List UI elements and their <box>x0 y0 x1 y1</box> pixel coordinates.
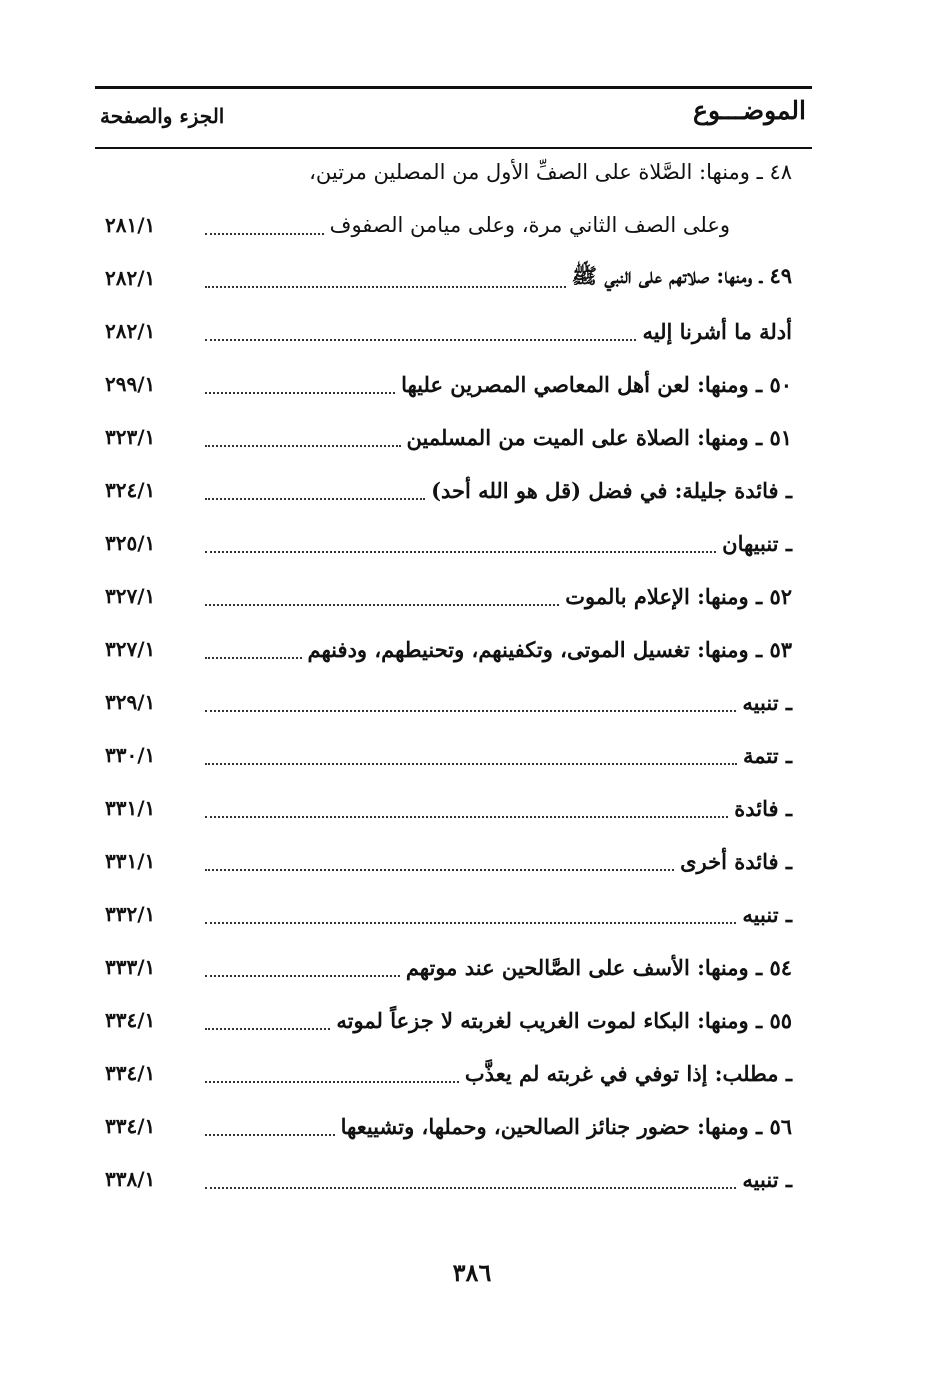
toc-entry <box>205 841 792 881</box>
toc-row <box>95 417 792 457</box>
toc-entry-page: ٣٣١/١ <box>105 796 156 820</box>
toc-row <box>95 682 792 722</box>
dot-leader <box>205 284 566 288</box>
toc-row <box>95 1053 792 1093</box>
toc-entry <box>205 311 792 351</box>
toc-row <box>95 576 792 616</box>
toc-entry <box>205 470 792 510</box>
toc-entry-title: ـ تنبيه <box>742 689 792 715</box>
toc-entry-title: ـ فائدة جليلة: في فضل (قل هو الله أحد) <box>431 477 792 503</box>
dot-leader <box>205 1026 330 1030</box>
dot-leader <box>205 443 401 447</box>
toc-entry-title: وعلى الصف الثاني مرة، وعلى ميامن الصفوف <box>329 213 730 237</box>
toc-row <box>95 311 792 351</box>
toc-entry-title: ـ تنبيه <box>742 901 792 927</box>
dot-leader <box>205 1132 335 1136</box>
toc-entry-page: ٣٢٧/١ <box>105 637 156 661</box>
toc-entry <box>205 1106 792 1146</box>
toc-row <box>95 1000 792 1040</box>
toc-entry-page: ٣٣١/١ <box>105 849 156 873</box>
toc-row <box>95 523 792 563</box>
toc-entry-title: ٥١ ـ ومنها: الصلاة على الميت من المسلمين <box>406 424 792 450</box>
toc-entry-page: ٣٣٢/١ <box>105 902 156 926</box>
dot-leader <box>205 231 324 235</box>
toc-entry-title: ٥٢ ـ ومنها: الإعلام بالموت <box>565 583 792 609</box>
header-subject-label: الموضـــوع <box>693 96 806 125</box>
toc-row <box>95 1106 792 1146</box>
toc-entry-title: ٤٩ ـ ومنها: صلاتهم على النبي ﷺ <box>571 262 792 288</box>
toc-entry-title: ٥٦ ـ ومنها: حضور جنائز الصالحين، وحملها، وتشييعها <box>340 1113 792 1139</box>
toc-entry <box>205 523 792 563</box>
toc-row <box>95 947 792 987</box>
top-rule <box>95 86 812 89</box>
dot-leader <box>205 867 674 871</box>
dot-leader <box>205 761 737 765</box>
header-page-label: الجزء والصفحة <box>100 104 225 128</box>
header-rule <box>95 147 812 149</box>
toc-entry-page: ٣٢٧/١ <box>105 584 156 608</box>
toc-entry-title: ـ تنبيه <box>742 1166 792 1192</box>
dot-leader <box>205 1185 736 1189</box>
toc-entry-title: ـ تتمة <box>742 742 792 768</box>
toc-row <box>95 735 792 775</box>
toc-row <box>95 364 792 404</box>
toc-entry <box>205 894 792 934</box>
toc-row <box>95 629 792 669</box>
toc-entry-page: ٣٢٩/١ <box>105 690 156 714</box>
dot-leader <box>205 602 559 606</box>
toc-entry-title: ـ فائدة أخرى <box>680 848 792 874</box>
dot-leader <box>205 814 728 818</box>
toc-entry-page: ٣٢٥/١ <box>105 531 156 555</box>
dot-leader <box>205 708 736 712</box>
toc-entry-page: ٣٣٣/١ <box>105 955 156 979</box>
toc-entry-title: ٥٤ ـ ومنها: الأسف على الصَّالحين عند موتهم <box>405 954 792 980</box>
dot-leader <box>205 655 302 659</box>
toc-entry <box>205 417 792 457</box>
toc-entry-title: ـ مطلب: إذا توفي في غربته لم يعذَّب <box>464 1060 792 1086</box>
toc-row <box>95 788 792 828</box>
toc-entry-page: ٣٢٣/١ <box>105 425 156 449</box>
toc-entry <box>205 682 792 722</box>
dot-leader <box>205 1079 459 1083</box>
toc-entry-title: ٥٣ ـ ومنها: تغسيل الموتى، وتكفينهم، وتحنيطهم، ودفنهم <box>307 636 792 662</box>
toc-row <box>95 258 792 298</box>
toc-entry-title: أدلة ما أشرنا إليه <box>642 318 792 344</box>
toc-entry-page: ٣٣٠/١ <box>105 743 156 767</box>
toc-entry-title: ٥٠ ـ ومنها: لعن أهل المعاصي المصرين عليها <box>401 371 792 397</box>
toc-row <box>95 470 792 510</box>
toc-entry-title: ٤٨ ـ ومنها: الصَّلاة على الصفِّ الأول من المصلين مرتين، <box>309 160 792 184</box>
toc-entry <box>205 788 792 828</box>
toc-entry-page: ٢٨٢/١ <box>105 319 156 343</box>
dot-leader <box>205 920 736 924</box>
toc-row <box>95 1159 792 1199</box>
dot-leader <box>205 390 395 394</box>
dot-leader <box>205 973 400 977</box>
toc-row <box>95 205 792 245</box>
toc-entry-title: ـ تنبيهان <box>722 530 792 556</box>
toc-entry <box>205 205 730 245</box>
toc-entry-title: ـ فائدة <box>734 795 792 821</box>
toc-entry-page: ٢٨٢/١ <box>105 266 156 290</box>
dot-leader <box>205 496 425 500</box>
toc-entry <box>205 1053 792 1093</box>
toc-entry <box>205 1000 792 1040</box>
toc-entry <box>205 1159 792 1199</box>
dot-leader <box>205 549 716 553</box>
toc-entry-page: ٢٨١/١ <box>105 213 156 237</box>
toc-entry <box>205 576 792 616</box>
toc-entry <box>205 152 792 192</box>
page-number: ٣٨٦ <box>452 1258 492 1287</box>
toc-entry-page: ٢٩٩/١ <box>105 372 156 396</box>
toc-entry-title: ٥٥ ـ ومنها: البكاء لموت الغريب لغربته لا جزعاً لموته <box>336 1007 792 1033</box>
toc-row <box>95 894 792 934</box>
toc-entry <box>205 735 792 775</box>
toc-row <box>95 841 792 881</box>
toc-entry-page: ٣٣٤/١ <box>105 1008 156 1032</box>
toc-entry-page: ٣٣٤/١ <box>105 1114 156 1138</box>
toc-entry <box>205 258 792 298</box>
toc-entry-page: ٣٣٨/١ <box>105 1167 156 1191</box>
toc-entry-page: ٣٣٤/١ <box>105 1061 156 1085</box>
toc-entry <box>205 947 792 987</box>
toc-entry-page: ٣٢٤/١ <box>105 478 156 502</box>
dot-leader <box>205 337 636 341</box>
toc-entry <box>205 364 792 404</box>
toc-entry <box>205 629 792 669</box>
toc-row <box>95 152 792 192</box>
